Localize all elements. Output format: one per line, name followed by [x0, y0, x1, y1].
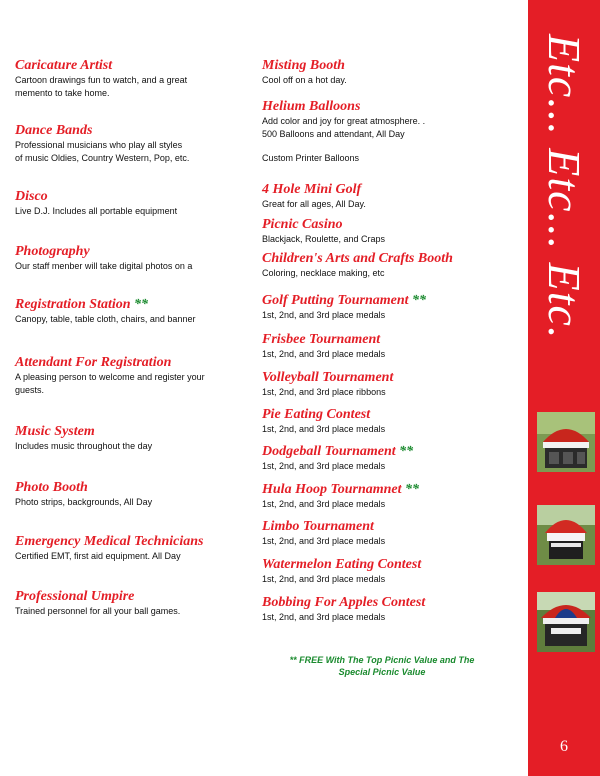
free-star-marker: **	[405, 482, 420, 497]
service-title: Registration Station **	[15, 297, 149, 312]
service-title: Limbo Tournament	[262, 519, 374, 534]
service-desc: Custom Printer Balloons	[262, 153, 360, 163]
service-item	[15, 480, 245, 509]
service-desc: 1st, 2nd, and 3rd place medals	[262, 310, 386, 320]
service-title: Frisbee Tournament	[262, 332, 381, 347]
service-desc: 1st, 2nd, and 3rd place medals	[262, 574, 386, 584]
service-item	[262, 407, 517, 436]
service-title: Children's Arts and Crafts Booth	[262, 251, 453, 266]
service-title: Misting Booth	[262, 58, 345, 73]
service-item	[15, 58, 245, 100]
service-item	[262, 217, 517, 246]
service-item	[262, 182, 517, 211]
service-item	[15, 589, 245, 618]
service-title: Photography	[15, 244, 90, 259]
service-title: Dodgeball Tournament **	[262, 444, 414, 459]
sidebar-band	[528, 0, 600, 776]
service-item	[262, 251, 517, 280]
service-item	[15, 189, 245, 218]
service-desc: 1st, 2nd, and 3rd place medals	[262, 536, 386, 546]
service-desc: Cool off on a hot day.	[262, 75, 347, 85]
service-desc: Live D.J. Includes all portable equipment	[15, 206, 178, 216]
service-item	[262, 444, 517, 473]
free-footnote	[262, 654, 502, 678]
free-star-marker: **	[412, 293, 427, 308]
service-desc: Professional musicians who play all styles	[15, 140, 183, 150]
service-desc: Trained personnel for all your ball games.	[15, 606, 181, 616]
service-desc: Our staff menber will take digital photos on a	[15, 261, 193, 271]
service-desc: of music Oldies, Country Western, Pop, etc.	[15, 153, 190, 163]
service-title: Caricature Artist	[15, 58, 113, 73]
service-desc: Certified EMT, first aid equipment. All Day	[15, 551, 181, 561]
service-desc: Cartoon drawings fun to watch, and a great	[15, 75, 188, 85]
service-desc: Coloring, necklace making, etc	[262, 268, 385, 278]
service-desc: 500 Balloons and attendant, All Day	[262, 129, 405, 139]
service-title: Helium Balloons	[262, 99, 361, 114]
service-item	[15, 244, 245, 273]
service-title: Hula Hoop Tournamnet **	[262, 482, 420, 497]
service-desc: 1st, 2nd, and 3rd place medals	[262, 424, 386, 434]
service-item	[262, 519, 517, 548]
service-title: Attendant For Registration	[15, 355, 172, 370]
booth-photo	[537, 505, 595, 565]
service-desc: 1st, 2nd, and 3rd place medals	[262, 349, 386, 359]
service-desc: Great for all ages, All Day.	[262, 199, 366, 209]
service-item	[262, 58, 517, 87]
service-title: 4 Hole Mini Golf	[262, 182, 362, 197]
service-item	[15, 424, 245, 453]
service-title: Music System	[15, 424, 95, 439]
service-item	[262, 557, 517, 586]
free-star-marker: **	[134, 297, 149, 312]
service-item	[15, 355, 245, 397]
service-item	[262, 482, 517, 511]
service-item	[262, 293, 517, 322]
service-item	[262, 370, 517, 399]
service-desc: guests.	[15, 385, 45, 395]
service-title: Professional Umpire	[15, 589, 135, 604]
service-title: Pie Eating Contest	[262, 407, 371, 422]
service-item	[15, 534, 245, 563]
service-desc: 1st, 2nd, and 3rd place ribbons	[262, 387, 386, 397]
service-title: Dance Bands	[15, 123, 93, 138]
service-desc	[262, 141, 517, 152]
service-title: Watermelon Eating Contest	[262, 557, 422, 572]
service-item	[262, 332, 517, 361]
service-desc: 1st, 2nd, and 3rd place medals	[262, 499, 386, 509]
service-item	[15, 297, 245, 326]
service-desc: Add color and joy for great atmosphere. .	[262, 116, 426, 126]
service-item	[15, 123, 245, 165]
service-title: Photo Booth	[15, 480, 88, 495]
free-star-marker: **	[399, 444, 414, 459]
game-booth-photo	[537, 592, 595, 652]
service-desc: memento to take home.	[15, 88, 110, 98]
service-title: Disco	[15, 189, 48, 204]
service-desc: 1st, 2nd, and 3rd place medals	[262, 461, 386, 471]
service-item	[262, 595, 517, 624]
service-title: Picnic Casino	[262, 217, 343, 232]
sidebar-title: Etc... Etc... Etc.	[539, 34, 590, 340]
footnote-line: Special Picnic Value	[338, 667, 426, 677]
service-title: Golf Putting Tournament **	[262, 293, 427, 308]
service-desc: Includes music throughout the day	[15, 441, 153, 451]
service-desc: A pleasing person to welcome and register your	[15, 372, 205, 382]
service-desc: 1st, 2nd, and 3rd place medals	[262, 612, 386, 622]
dunk-tank-photo	[537, 412, 595, 472]
service-item	[262, 99, 517, 165]
service-title: Bobbing For Apples Contest	[262, 595, 426, 610]
service-title: Emergency Medical Technicians	[15, 534, 204, 549]
footnote-line: ** FREE With The Top Picnic Value and The	[289, 655, 475, 665]
service-title: Volleyball Tournament	[262, 370, 394, 385]
page-number: 6	[560, 738, 568, 755]
service-desc: Canopy, table, table cloth, chairs, and banner	[15, 314, 196, 324]
service-desc: Blackjack, Roulette, and Craps	[262, 234, 386, 244]
service-desc: Photo strips, backgrounds, All Day	[15, 497, 153, 507]
